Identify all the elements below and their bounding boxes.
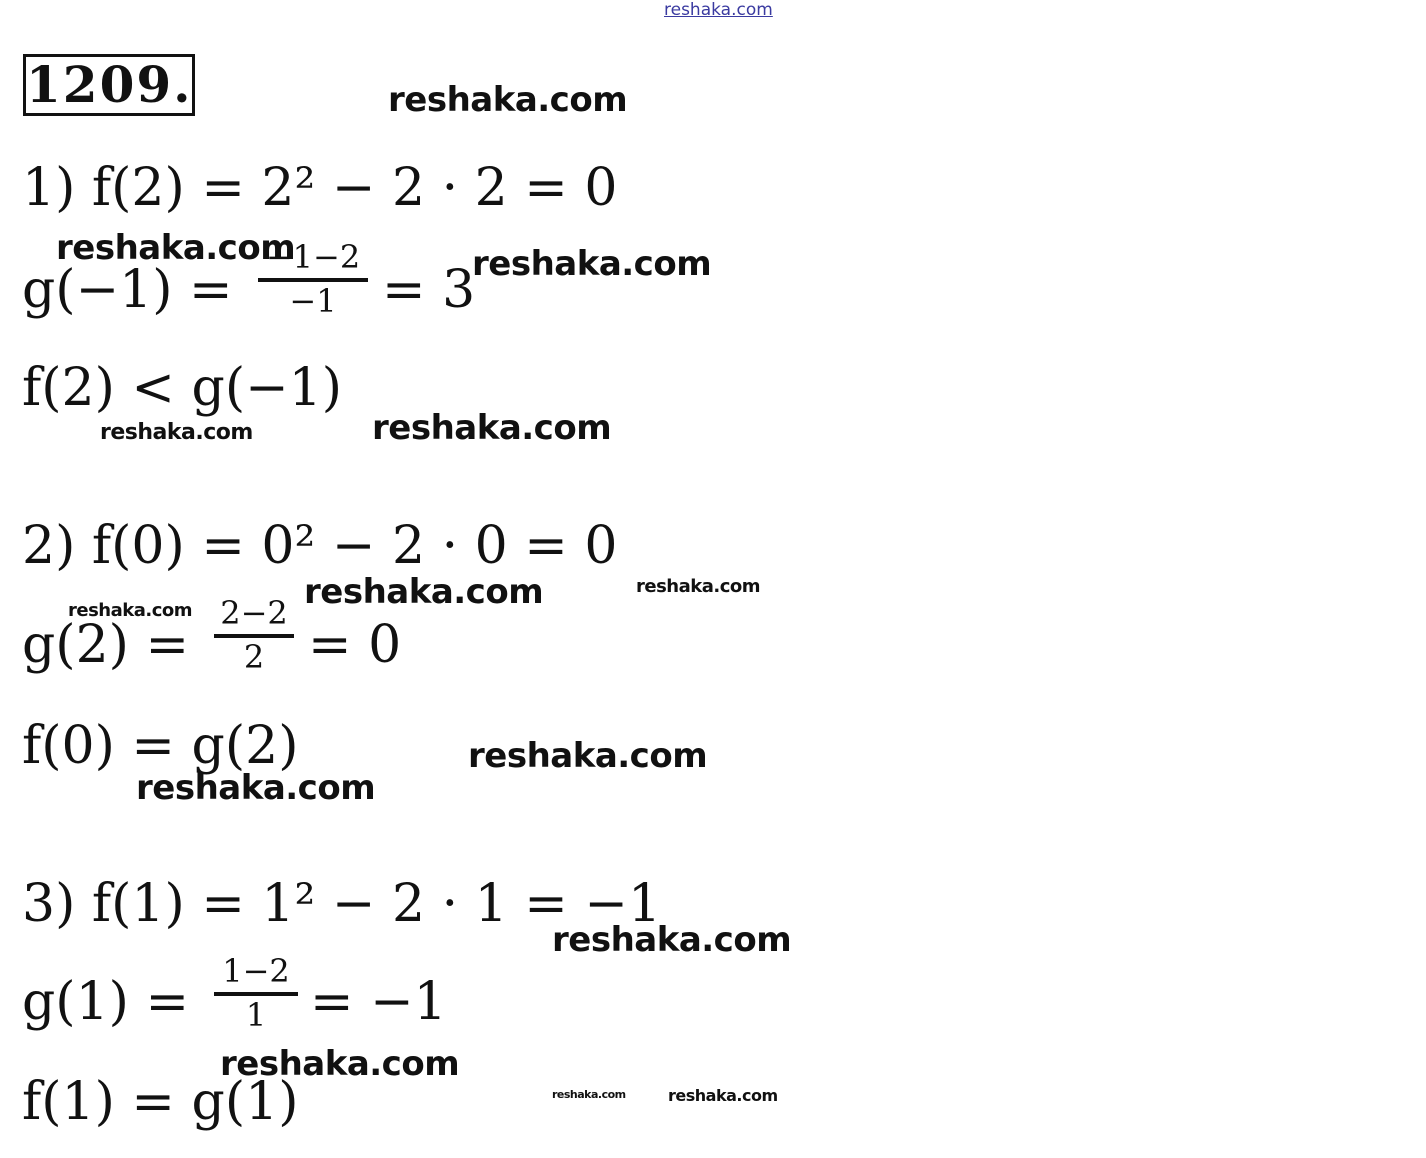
part1-line2-right: = 3	[382, 260, 476, 320]
watermark: reshaka.com	[304, 572, 544, 612]
problem-number: 1209.	[23, 54, 195, 116]
watermark: reshaka.com	[220, 1044, 460, 1084]
part2-fraction	[214, 596, 294, 674]
watermark: reshaka.com	[68, 600, 193, 621]
fraction-denominator: 2	[243, 638, 265, 676]
part1-line2-left: g(−1) =	[22, 260, 233, 320]
part3-fraction	[214, 954, 298, 1032]
part2-line2-right: = 0	[308, 615, 402, 675]
part2-line2-left: g(2) =	[22, 615, 190, 675]
part3-line2-right: = −1	[310, 972, 447, 1032]
watermark: reshaka.com	[552, 920, 792, 960]
watermark: reshaka.com	[100, 420, 253, 445]
watermark: reshaka.com	[668, 1086, 778, 1105]
site-link-top[interactable]: reshaka.com	[664, 0, 773, 20]
watermark: reshaka.com	[636, 576, 761, 597]
watermark: reshaka.com	[468, 736, 708, 776]
part1-line1: 1) f(2) = 2² − 2 · 2 = 0	[22, 158, 618, 218]
part3-line2-left: g(1) =	[22, 972, 190, 1032]
watermark: reshaka.com	[372, 408, 612, 448]
watermark: reshaka.com	[552, 1088, 626, 1101]
part2-line3: f(0) = g(2)	[22, 716, 299, 776]
part3-line3: f(1) = g(1)	[22, 1072, 299, 1132]
watermark: reshaka.com	[388, 80, 628, 120]
watermark: reshaka.com	[136, 768, 376, 808]
part1-line3: f(2) < g(−1)	[22, 358, 343, 418]
fraction-numerator: −1−2	[265, 238, 361, 276]
fraction-numerator: 2−2	[220, 594, 288, 632]
fraction-denominator: −1	[289, 282, 337, 320]
watermark: reshaka.com	[472, 244, 712, 284]
part3-line1: 3) f(1) = 1² − 2 · 1 = −1	[22, 874, 662, 934]
watermark: reshaka.com	[56, 228, 296, 268]
part2-line1: 2) f(0) = 0² − 2 · 0 = 0	[22, 516, 618, 576]
fraction-denominator: 1	[245, 996, 267, 1034]
fraction-numerator: 1−2	[222, 952, 290, 990]
